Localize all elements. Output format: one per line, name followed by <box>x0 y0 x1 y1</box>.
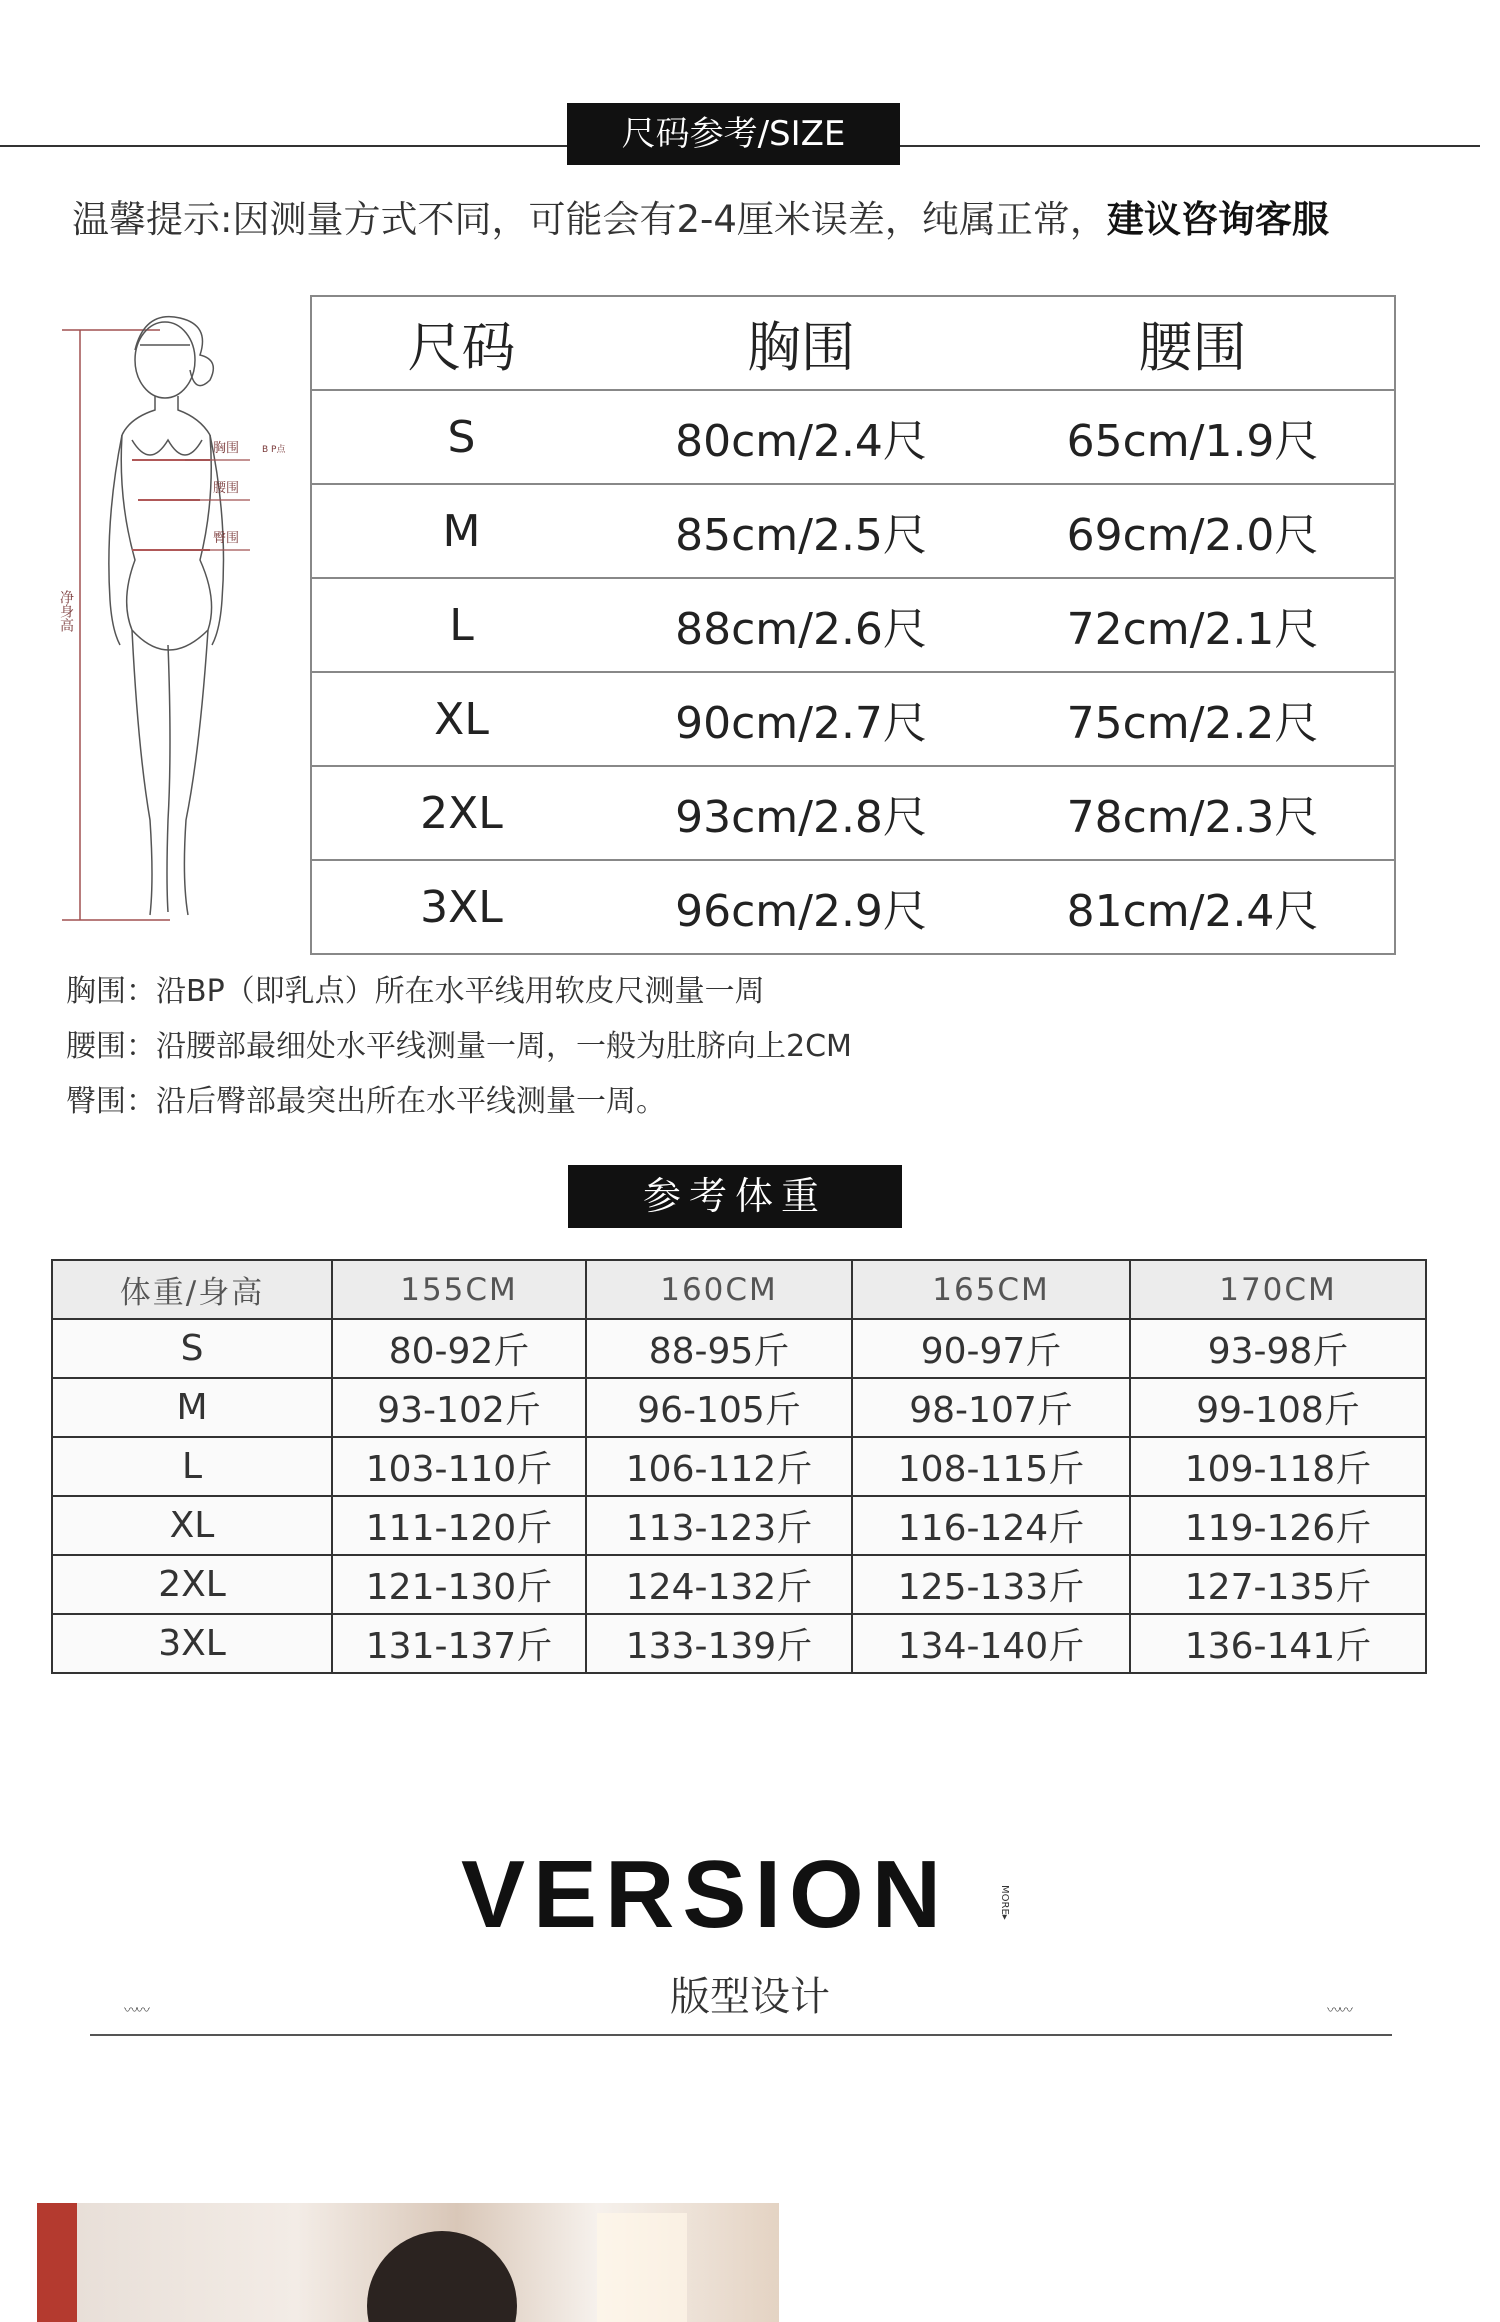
size-table-header-row <box>311 296 1395 390</box>
note-waist: 腰围：沿腰部最细处水平线测量一周，一般为肚脐向上2CM <box>66 1029 852 1064</box>
weight-cell: 131-137斤 <box>332 1614 586 1673</box>
weight-cell: 124-132斤 <box>586 1555 852 1614</box>
weight-size-cell: L <box>52 1437 332 1496</box>
size-cell: XL <box>311 672 611 766</box>
table-row <box>311 578 1395 672</box>
weight-cell: 127-135斤 <box>1130 1555 1426 1614</box>
background-lantern <box>597 2213 687 2322</box>
size-cell: M <box>311 484 611 578</box>
size-cell: L <box>311 578 611 672</box>
figure-label-height: 净身高 <box>58 590 74 632</box>
weight-header-cell: 160CM <box>586 1260 852 1319</box>
table-row <box>52 1496 1426 1555</box>
size-cell: 3XL <box>311 860 611 954</box>
wave-decoration-left: 〰〰 <box>124 2003 148 2019</box>
size-header-bust: 胸围 <box>611 296 991 390</box>
table-row <box>311 484 1395 578</box>
weight-size-cell: S <box>52 1319 332 1378</box>
version-title: VERSION <box>460 1841 950 1948</box>
table-row <box>311 766 1395 860</box>
version-subtitle: 版型设计 <box>670 1974 830 2020</box>
size-header-waist: 腰围 <box>991 296 1395 390</box>
size-chart-table <box>310 295 1396 955</box>
weight-cell: 106-112斤 <box>586 1437 852 1496</box>
weight-header-cell: 体重/身高 <box>52 1260 332 1319</box>
notice-emphasis: 建议咨询客服 <box>1106 198 1329 241</box>
weight-cell: 113-123斤 <box>586 1496 852 1555</box>
figure-label-hip: 臀围 <box>213 531 240 546</box>
weight-cell: 134-140斤 <box>852 1614 1130 1673</box>
weight-cell: 133-139斤 <box>586 1614 852 1673</box>
weight-cell: 99-108斤 <box>1130 1378 1426 1437</box>
weight-cell: 80-92斤 <box>332 1319 586 1378</box>
bust-cell: 80cm/2.4尺 <box>611 390 991 484</box>
waist-cell: 69cm/2.0尺 <box>991 484 1395 578</box>
waist-cell: 78cm/2.3尺 <box>991 766 1395 860</box>
figure-label-waist: 腰围 <box>213 481 240 496</box>
table-row <box>311 390 1395 484</box>
bust-cell: 96cm/2.9尺 <box>611 860 991 954</box>
table-row <box>52 1319 1426 1378</box>
measurement-notice <box>72 192 1452 248</box>
note-bust: 胸围：沿BP（即乳点）所在水平线用软皮尺测量一周 <box>66 974 765 1009</box>
waist-cell: 75cm/2.2尺 <box>991 672 1395 766</box>
weight-cell: 109-118斤 <box>1130 1437 1426 1496</box>
weight-size-cell: XL <box>52 1496 332 1555</box>
bust-cell: 90cm/2.7尺 <box>611 672 991 766</box>
weight-cell: 116-124斤 <box>852 1496 1130 1555</box>
table-row <box>52 1378 1426 1437</box>
weight-table-header-row <box>52 1260 1426 1319</box>
reference-weight-badge: 参考体重 <box>568 1165 902 1228</box>
model-head <box>367 2231 517 2322</box>
weight-cell: 90-97斤 <box>852 1319 1130 1378</box>
figure-label-bp: B P点 <box>262 445 286 455</box>
weight-cell: 121-130斤 <box>332 1555 586 1614</box>
weight-cell: 119-126斤 <box>1130 1496 1426 1555</box>
table-row <box>52 1437 1426 1496</box>
weight-header-cell: 170CM <box>1130 1260 1426 1319</box>
weight-size-cell: M <box>52 1378 332 1437</box>
bust-cell: 93cm/2.8尺 <box>611 766 991 860</box>
waist-cell: 81cm/2.4尺 <box>991 860 1395 954</box>
weight-cell: 93-102斤 <box>332 1378 586 1437</box>
notice-text: 温馨提示:因测量方式不同，可能会有2-4厘米误差，纯属正常， <box>72 198 1107 241</box>
weight-cell: 96-105斤 <box>586 1378 852 1437</box>
weight-size-cell: 3XL <box>52 1614 332 1673</box>
table-row <box>52 1555 1426 1614</box>
weight-header-cell: 155CM <box>332 1260 586 1319</box>
size-reference-badge: 尺码参考/SIZE <box>567 103 900 165</box>
weight-cell: 88-95斤 <box>586 1319 852 1378</box>
table-row <box>311 672 1395 766</box>
note-hip: 臀围：沿后臀部最突出所在水平线测量一周。 <box>66 1084 666 1119</box>
weight-cell: 93-98斤 <box>1130 1319 1426 1378</box>
weight-header-cell: 165CM <box>852 1260 1130 1319</box>
bust-cell: 88cm/2.6尺 <box>611 578 991 672</box>
weight-cell: 98-107斤 <box>852 1378 1130 1437</box>
table-row <box>52 1614 1426 1673</box>
wave-decoration-right: 〰〰 <box>1327 2003 1351 2019</box>
weight-cell: 136-141斤 <box>1130 1614 1426 1673</box>
body-measurement-figure <box>50 300 310 930</box>
bust-cell: 85cm/2.5尺 <box>611 484 991 578</box>
waist-cell: 72cm/2.1尺 <box>991 578 1395 672</box>
weight-chart-table <box>51 1259 1427 1674</box>
weight-cell: 111-120斤 <box>332 1496 586 1555</box>
version-divider <box>90 2034 1392 2036</box>
weight-cell: 103-110斤 <box>332 1437 586 1496</box>
figure-label-bust: 胸围 <box>213 441 240 456</box>
waist-cell: 65cm/1.9尺 <box>991 390 1395 484</box>
table-row <box>311 860 1395 954</box>
weight-cell: 108-115斤 <box>852 1437 1130 1496</box>
size-cell: S <box>311 390 611 484</box>
more-link[interactable]: MORE▸ <box>999 1885 1010 1920</box>
size-cell: 2XL <box>311 766 611 860</box>
weight-cell: 125-133斤 <box>852 1555 1130 1614</box>
size-header-size: 尺码 <box>311 296 611 390</box>
weight-size-cell: 2XL <box>52 1555 332 1614</box>
product-photo <box>37 2203 779 2322</box>
